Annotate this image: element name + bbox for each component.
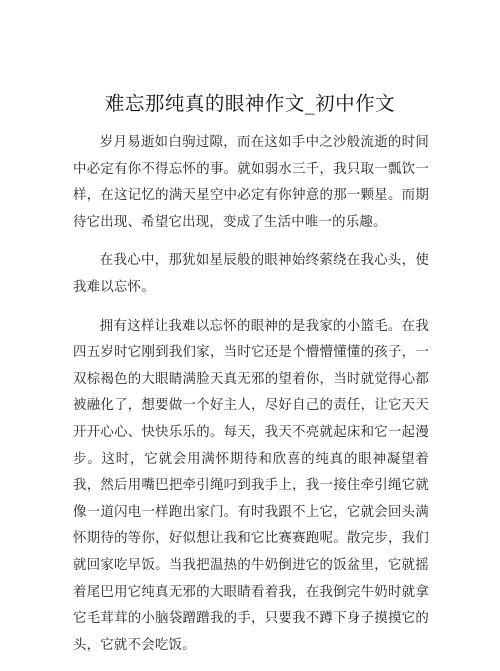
article-title: 难忘那纯真的眼神作文_初中作文 [104,92,396,115]
paragraph: 拥有这样让我难以忘怀的眼神的是我家的小篮毛。在我四五岁时它刚到我们家，当时它还是个懵懵懂懂的孩子，一双棕褐色的大眼睛满脸天真无邪的望着你，当时就觉得心都被融化了，想要做一个好主人，尽好自己的责任，让它天天开开心心、快快乐乐的。每天，我天不亮就起床和它一起漫步。这时，它就会用满怀期待和欣喜的纯真的眼神凝望着我，然后用嘴巴把牵引绳叼到我手上，我一接住牵引绳它就像一道闪电一样跑出家门。有时我跟不上它，它就会回头满怀期待的等你，好似想让我和它比赛赛跑呢。散完步，我们就回家吃早饭。当我把温热的牛奶倒进它的饭盆里，它就摇着尾巴用它纯真无邪的大眼睛看着我，在我倒完牛奶时就拿它毛茸茸的小脑袋蹭蹭我的手，只要我不蹲下身子摸摸它的头，它就不会吃饭。 [73,318,429,653]
article-body [73,130,429,671]
paragraph: 岁月易逝如白驹过隙，而在这如手中之沙般流逝的时间中必定有你不得忘怀的事。就如弱水三千，我只取一瓢饮一样，在这记忆的满天星空中必定有你钟意的那一颗星。而期待它出现、希望它出现，变成了生活中唯一的乐趣。 [73,135,429,230]
paragraph: 在我心中，那犹如星辰般的眼神始终萦绕在我心头，使我难以忘怀。 [73,253,429,295]
